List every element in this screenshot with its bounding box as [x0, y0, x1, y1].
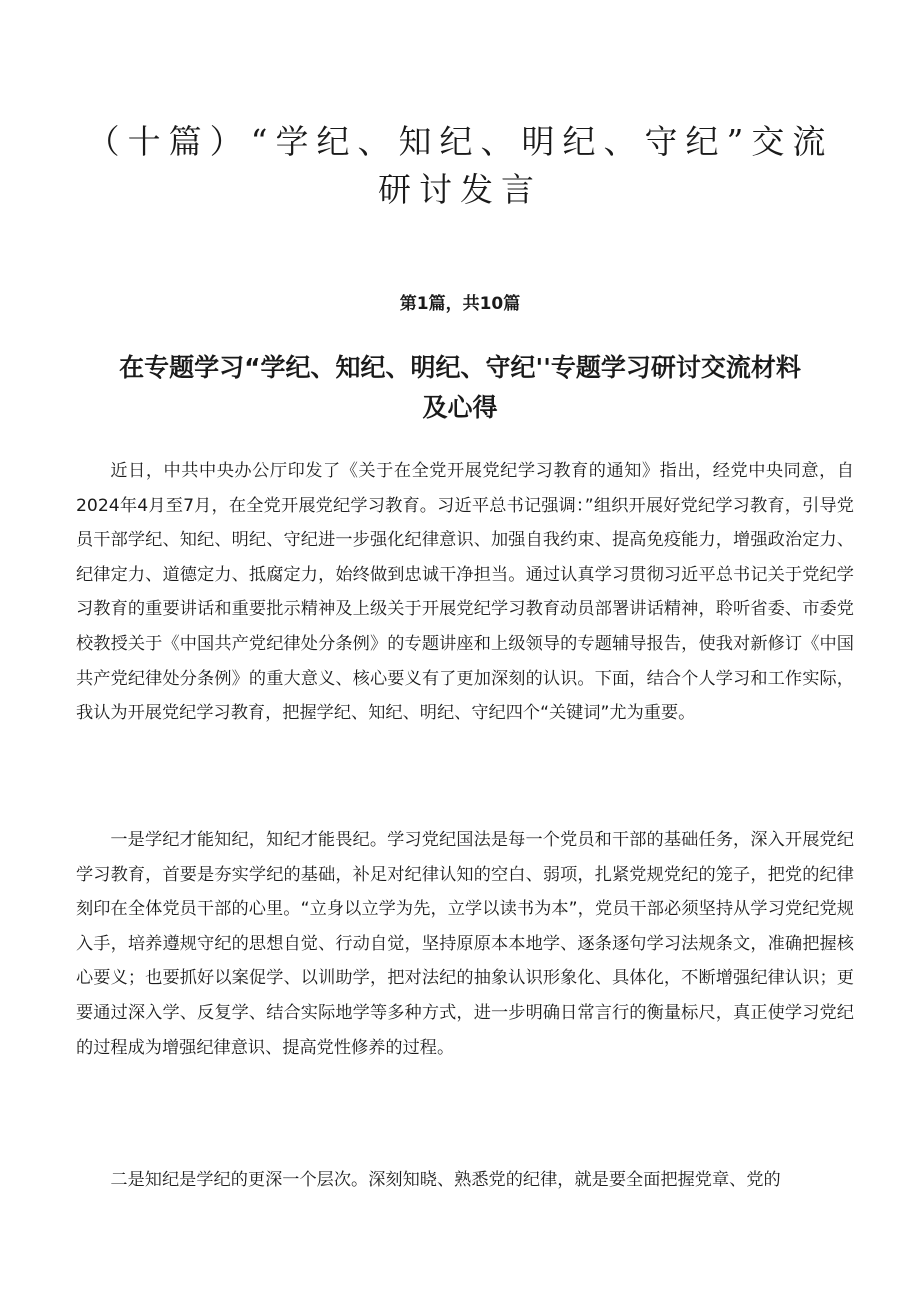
part-indicator: 第1篇，共10篇	[399, 294, 521, 314]
body-paragraph: 近日，中共中央办公厅印发了《关于在全党开展党纪学习教育的通知》指出，经党中央同意，自2024年4月至7月，在全党开展党纪学习教育。习近平总书记强调：”组织开展好党纪学习教育，引导党员干部学纪、知纪、明纪、守纪进一步强化纪律意识、加强自我约束、提高免疫能力，增强政治定力、纪律定力、道德定力、抵腐定力，始终做到忠诚干净担当。通过认真学习贯彻习近平总书记关于党纪学习教育的重要讲话和重要批示精神及上级关于开展党纪学习教育动员部署讲话精神，聆听省委、市委党校教授关于《中国共产党纪律处分条例》的专题讲座和上级领导的专题辅导报告，使我对新修订《中国共产党纪律处分条例》的重大意义、核心要义有了更加深刻的认识。下面，结合个人学习和工作实际，我认为开展党纪学习教育，把握学纪、知纪、明纪、守纪四个“关键词”尤为重要。	[76, 461, 854, 724]
document-main-title: （十篇）“学纪、知纪、明纪、守纪”交流研讨发言	[86, 122, 834, 209]
body-paragraph: 一是学纪才能知纪，知纪才能畏纪。学习党纪国法是每一个党员和干部的基础任务，深入开展党纪学习教育，首要是夯实学纪的基础，补足对纪律认知的空白、弱项，扎紧党规党纪的笼子，把党的纪律刻印在全体党员干部的心里。“立身以立学为先，立学以读书为本”，党员干部必须坚持从学习党纪党规入手，培养遵规守纪的思想自觉、行动自觉，坚持原原本本地学、逐条逐句学习法规条文，准确把握核心要义；也要抓好以案促学、以训助学，把对法纪的抽象认识形象化、具体化，不断增强纪律认识；更要通过深入学、反复学、结合实际地学等多种方式，进一步明确日常言行的衡量标尺，真正使学习党纪的过程成为增强纪律意识、提高党性修养的过程。	[76, 830, 854, 1058]
article-title: 在专题学习“学纪、知纪、明纪、守纪''专题学习研讨交流材料及心得	[119, 353, 801, 422]
body-paragraph: 二是知纪是学纪的更深一个层次。深刻知晓、熟悉党的纪律，就是要全面把握党章、党的	[110, 1170, 781, 1190]
